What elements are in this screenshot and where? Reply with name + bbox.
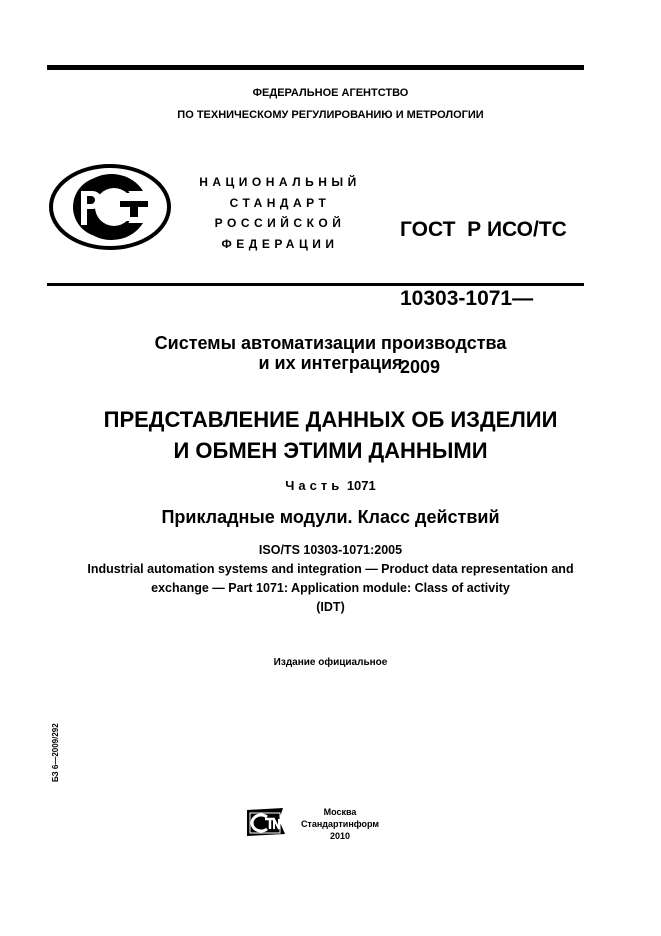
- section-rule: [47, 283, 584, 286]
- part-number: 1071: [346, 478, 376, 493]
- series-title-line-2: и их интеграция: [258, 353, 403, 373]
- part-title: Прикладные модули. Класс действий: [161, 507, 500, 527]
- iso-reference: [0, 541, 661, 617]
- main-title: [0, 404, 661, 466]
- part-label: [0, 478, 661, 493]
- agency-line-1: ФЕДЕРАЛЬНОЕ АГЕНТСТВО: [252, 87, 409, 99]
- national-line-2: СТАНДАРТ: [229, 195, 331, 210]
- publisher-name: Стандартинформ: [300, 819, 380, 829]
- national-line-4: ФЕДЕРАЦИИ: [221, 236, 339, 251]
- publisher-city: Москва: [323, 807, 357, 817]
- standartinform-logo-icon: [245, 806, 287, 838]
- designation-line-2: 10303-1071—: [400, 287, 534, 310]
- top-rule: [47, 65, 584, 70]
- side-code: БЗ 6—2009/292: [51, 723, 60, 782]
- part-word: Часть: [285, 478, 344, 493]
- edition-label: Издание официальное: [273, 657, 388, 668]
- national-line-1: НАЦИОНАЛЬНЫЙ: [199, 175, 361, 189]
- national-line-3: РОССИЙСКОЙ: [214, 216, 346, 230]
- iso-code: ISO/TS 10303-1071:2005: [258, 543, 403, 557]
- series-title: [0, 333, 661, 373]
- publisher-info: [295, 806, 385, 842]
- iso-title-line-2: exchange — Part 1071: Application module: Class of activity: [151, 581, 510, 595]
- designation-year: 2009: [400, 357, 441, 377]
- designation-line-1: ГОСТ Р ИСО/ТС: [400, 218, 567, 241]
- national-standard-label: [190, 172, 370, 254]
- publisher-year: 2010: [329, 831, 351, 841]
- iso-title-line-1: Industrial automation systems and integration — Product data representation and: [87, 562, 574, 576]
- rst-gost-logo-icon: [48, 163, 172, 251]
- iso-equivalence: (IDT): [316, 600, 345, 614]
- main-title-line-1: ПРЕДСТАВЛЕНИЕ ДАННЫХ ОБ ИЗДЕЛИИ: [103, 407, 558, 432]
- agency-line-2: ПО ТЕХНИЧЕСКОМУ РЕГУЛИРОВАНИЮ И МЕТРОЛОГИИ: [177, 109, 484, 121]
- main-title-line-2: И ОБМЕН ЭТИМИ ДАННЫМИ: [173, 438, 488, 463]
- series-title-line-1: Системы автоматизации производства: [154, 333, 507, 353]
